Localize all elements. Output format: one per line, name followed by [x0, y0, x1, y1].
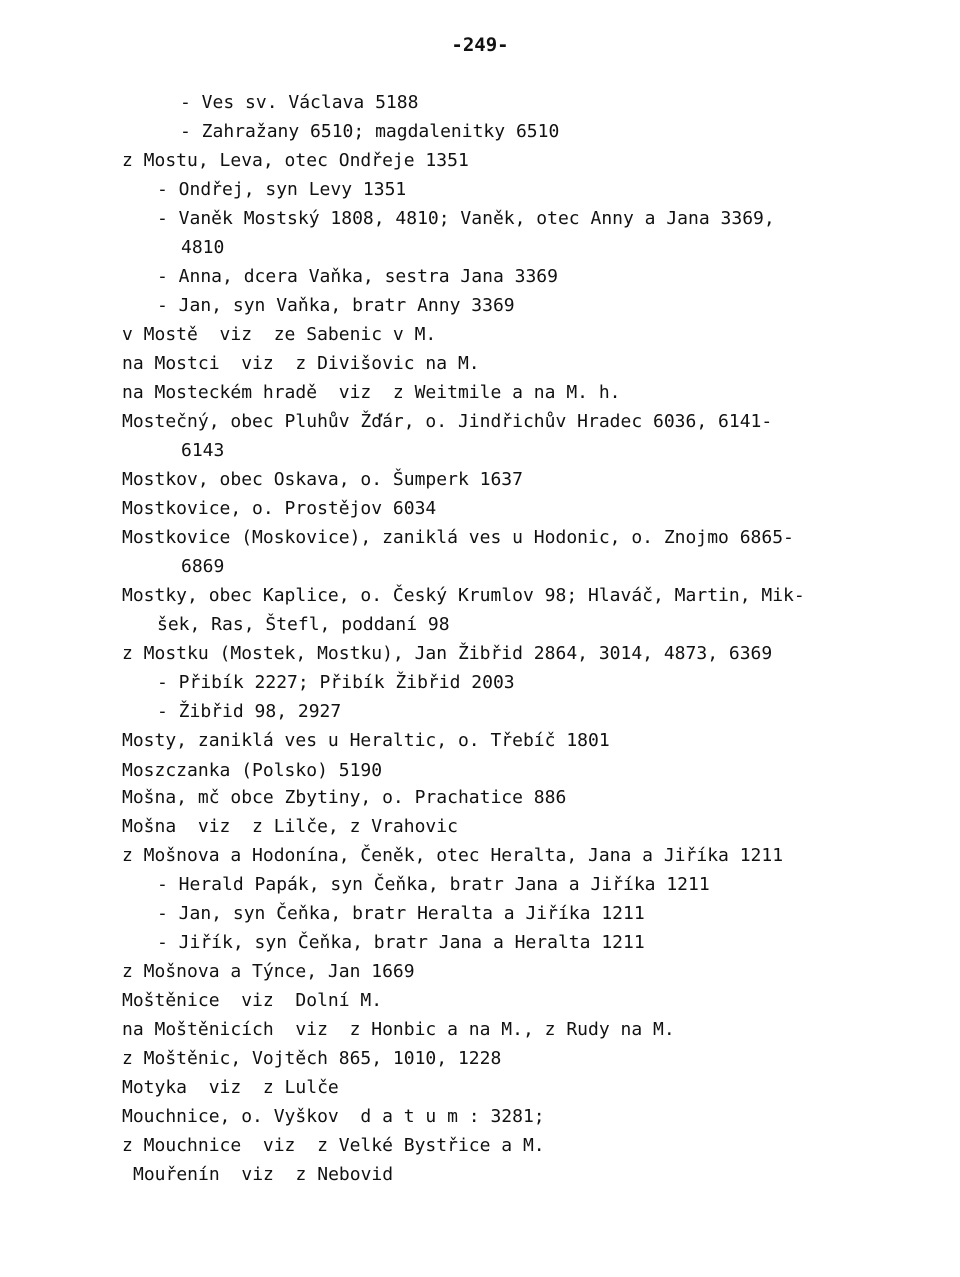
index-entry-line: - Ves sv. Václava 5188: [180, 92, 419, 113]
index-entry-line: - Zahražany 6510; magdalenitky 6510: [180, 121, 560, 142]
page-number: -249-: [451, 34, 509, 56]
index-entry-line: z Mouchnice viz z Velké Bystřice a M.: [122, 1135, 545, 1156]
index-entry-line: - Herald Papák, syn Čeňka, bratr Jana a Jiříka 1211: [157, 874, 710, 895]
index-entry-line: Mouchnice, o. Vyškov d a t u m : 3281;: [122, 1106, 545, 1127]
index-entry-line: z Mostku (Mostek, Mostku), Jan Žibřid 2864, 3014, 4873, 6369: [122, 643, 773, 664]
index-entry-line: - Přibík 2227; Přibík Žibřid 2003: [157, 672, 515, 693]
index-entry-line: Mošna, mč obce Zbytiny, o. Prachatice 886: [122, 787, 567, 808]
index-entry-line: na Mostci viz z Divišovic na M.: [122, 353, 480, 374]
index-entry-line: - Anna, dcera Vaňka, sestra Jana 3369: [157, 266, 558, 287]
index-entry-line: z Mošnova a Týnce, Jan 1669: [122, 961, 415, 982]
index-entry-line: Mouřenín viz z Nebovid: [133, 1164, 394, 1185]
index-entry-line: Mostkov, obec Oskava, o. Šumperk 1637: [122, 469, 523, 490]
index-entry-line: 4810: [181, 237, 225, 258]
index-entry-line: 6143: [181, 440, 225, 461]
index-entry-line: - Jiřík, syn Čeňka, bratr Jana a Heralta 1211: [157, 932, 645, 953]
index-entry-line: Mostečný, obec Pluhův Žďár, o. Jindřichův Hradec 6036, 6141-: [122, 411, 773, 432]
index-entry-line: Mosty, zaniklá ves u Heraltic, o. Třebíč 1801: [122, 730, 610, 751]
index-entry-line: - Jan, syn Vaňka, bratr Anny 3369: [157, 295, 515, 316]
index-entry-line: - Jan, syn Čeňka, bratr Heralta a Jiříka 1211: [157, 903, 645, 924]
index-entry-line: z Mošnova a Hodonína, Čeněk, otec Heralta, Jana a Jiříka 1211: [122, 845, 784, 866]
index-entry-line: - Žibřid 98, 2927: [157, 701, 342, 722]
index-entry-line: z Mostu, Leva, otec Ondřeje 1351: [122, 150, 469, 171]
index-entry-line: Mošna viz z Lilče, z Vrahovic: [122, 816, 458, 837]
index-entry-line: z Moštěnic, Vojtěch 865, 1010, 1228: [122, 1048, 502, 1069]
index-entry-line: Moštěnice viz Dolní M.: [122, 990, 383, 1011]
index-entry-line: 6869: [181, 556, 225, 577]
index-entry-line: Moszczanka (Polsko) 5190: [122, 760, 383, 781]
index-entry-line: - Ondřej, syn Levy 1351: [157, 179, 407, 200]
index-entry-line: Mostkovice (Moskovice), zaniklá ves u Hodonic, o. Znojmo 6865-: [122, 527, 794, 548]
index-entry-line: - Vaněk Mostský 1808, 4810; Vaněk, otec Anny a Jana 3369,: [157, 208, 775, 229]
index-entry-line: na Mosteckém hradě viz z Weitmile a na M. h.: [122, 382, 621, 403]
index-entry-line: šek, Ras, Štefl, poddaní 98: [157, 614, 450, 635]
index-entry-line: na Moštěnicích viz z Honbic a na M., z Rudy na M.: [122, 1019, 675, 1040]
index-entry-line: Motyka viz z Lulče: [122, 1077, 339, 1098]
index-entry-line: Mostky, obec Kaplice, o. Český Krumlov 98; Hlaváč, Martin, Mik-: [122, 585, 805, 606]
index-entry-line: v Mostě viz ze Sabenic v M.: [122, 324, 437, 345]
index-entry-line: Mostkovice, o. Prostějov 6034: [122, 498, 437, 519]
